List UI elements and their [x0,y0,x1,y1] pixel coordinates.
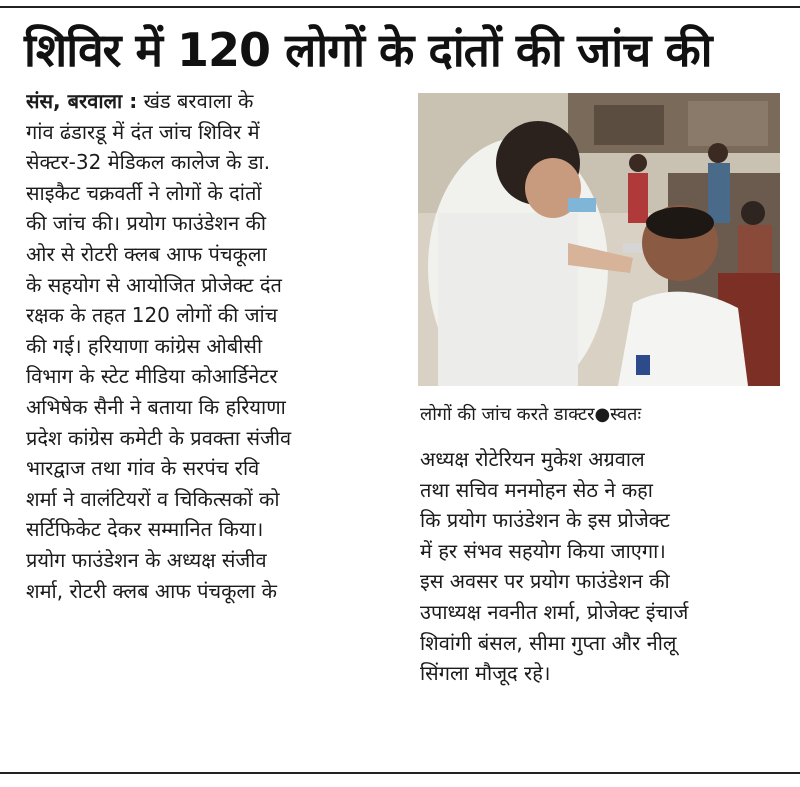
article-photo [418,93,780,386]
body-line: साइकैट चक्रवर्ती ने लोगों के दांतों [26,180,262,205]
body-line: उपाध्यक्ष नवनीत शर्मा, प्रोजेक्ट इंचार्ज [420,599,689,624]
body-line: अभिषेक सैनी ने बताया कि हरियाणा [26,394,286,419]
photo-illustration [418,93,780,386]
body-line: तथा सचिव मनमोहन सेठ ने कहा [420,477,653,502]
dateline: संस, बरवाला : [26,89,138,113]
body-line: कि प्रयोग फाउंडेशन के इस प्रोजेक्ट [420,508,670,533]
body-line: प्रदेश कांग्रेस कमेटी के प्रवक्ता संजीव [26,425,292,450]
body-line: की गई। हरियाणा कांग्रेस ओबीसी [26,333,263,358]
body-line: की जांच की। प्रयोग फाउंडेशन की [26,211,267,236]
photo-caption: लोगों की जांच करते डाक्टर●स्वतः [420,404,642,425]
body-line: खंड बरवाला के [143,89,254,113]
body-line: शर्मा ने वालंटियरों व चिकित्सकों को [26,486,280,511]
body-line: भारद्वाज तथा गांव के सरपंच रवि [26,456,260,481]
body-line: शिवांगी बंसल, सीमा गुप्ता और नीलू [420,630,677,655]
body-line: अध्यक्ष रोटेरियन मुकेश अग्रवाल [420,447,645,471]
body-line: गांव ढंडारडू में दंत जांच शिविर में [26,119,260,144]
headline: शिविर में 120 लोगों के दांतों की जांच की [24,23,712,77]
body-line: सेक्टर-32 मेडिकल कालेज के डा. [26,150,271,175]
body-line: के सहयोग से आयोजित प्रोजेक्ट दंत [26,272,282,297]
body-line: में हर संभव सहयोग किया जाएगा। [420,538,666,563]
body-line: इस अवसर पर प्रयोग फाउंडेशन की [420,569,670,594]
first-line [26,86,404,117]
bottom-rule [0,772,800,774]
body-line: प्रयोग फाउंडेशन के अध्यक्ष संजीव [26,547,267,572]
top-rule [0,6,800,8]
article-column-right [420,444,782,689]
body-line: रक्षक के तहत 120 लोगों की जांच [26,303,278,328]
body-line: सिंगला मौजूद रहे। [420,661,551,686]
body-line: शर्मा, रोटरी क्लब आफ पंचकूला के [26,578,277,603]
body-line: ओर से रोटरी क्लब आफ पंचकूला [26,241,267,266]
body-line: सर्टिफिकेट देकर सम्मानित किया। [26,517,264,542]
article-column-left [26,86,404,606]
body-line: विभाग के स्टेट मीडिया कोआर्डिनेटर [26,364,278,389]
